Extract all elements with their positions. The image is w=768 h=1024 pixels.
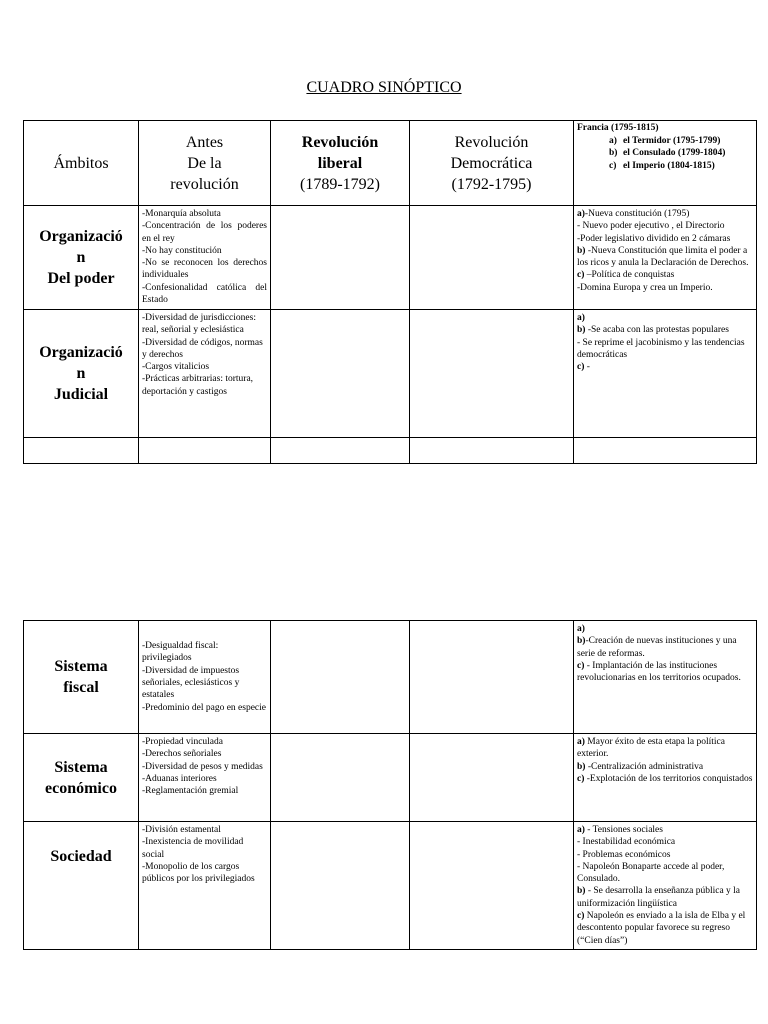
antes-cell: -Propiedad vinculada -Derechos señoriales -Diversidad de pesos y medidas -Aduanas interiores -Reglamentación gremial (139, 734, 271, 822)
row-empty (24, 438, 757, 464)
ambito-cell: Sociedad (24, 822, 139, 950)
header-row (24, 121, 757, 206)
antes-cell: -Diversidad de jurisdicciones: real, señorial y eclesiástica -Diversidad de códigos, normas y derechos -Cargos vitalicios -Prácticas arbitrarias: tortura, deportación y castigos (139, 310, 271, 438)
row-sistema-economico (24, 734, 757, 822)
header-revolucion-liberal: Revolución liberal (1789-1792) (271, 121, 410, 206)
row-organizacion-poder (24, 206, 757, 310)
democratica-cell (410, 621, 574, 734)
francia-cell: a) b)-Creación de nuevas instituciones y una serie de reformas. c) - Implantación de las instituciones revolucionarias en los territorios ocupados. (574, 621, 757, 734)
liberal-cell (271, 822, 410, 950)
header-ambitos: Ámbitos (24, 121, 139, 206)
francia-item: c) el Imperio (1804-1815) (609, 160, 715, 171)
ambito-cell: Sistema fiscal (24, 621, 139, 734)
liberal-cell (271, 621, 410, 734)
header-revolucion-democratica: Revolución Democrática (1792-1795) (410, 121, 574, 206)
ambito-cell: Organizació n Del poder (24, 206, 139, 310)
liberal-cell (271, 734, 410, 822)
francia-cell: a) Mayor éxito de esta etapa la política exterior. b) -Centralización administrativa c) -Explotación de los territorios conquistados (574, 734, 757, 822)
antes-cell: -Monarquía absoluta -Concentración de los poderes en el rey -No hay constitución -No se reconocen los derechos individuales -Confesionalidad católica del Estado (139, 206, 271, 310)
francia-cell: a) b) -Se acaba con las protestas populares - Se reprime el jacobinismo y las tendencias democráticas c) - (574, 310, 757, 438)
liberal-cell (271, 310, 410, 438)
row-organizacion-judicial (24, 310, 757, 438)
francia-cell: a)-Nueva constitución (1795) - Nuevo poder ejecutivo , el Directorio -Poder legislativo dividido en 2 cámaras b) -Nueva Constitución que limita el poder a los ricos y anula la Declaración de Derechos. c) –Política de conquistas -Domina Europa y crea un Imperio. (574, 206, 757, 310)
francia-cell: a) - Tensiones sociales - Inestabilidad económica - Problemas económicos - Napoleón Bonaparte accede al poder, Consulado. b) - Se desarrolla la enseñanza pública y la uniformización lingüística c) Napoleón es enviado a la isla de Elba y el descontento popular favorece su regreso (“Cien días”) (574, 822, 757, 950)
synoptic-table-top (23, 120, 757, 464)
page-title: CUADRO SINÓPTICO (306, 79, 462, 96)
democratica-cell (410, 734, 574, 822)
ambito-cell: Sistema económico (24, 734, 139, 822)
democratica-cell (410, 206, 574, 310)
synoptic-table-bottom (23, 620, 757, 950)
row-sistema-fiscal (24, 621, 757, 734)
liberal-cell (271, 206, 410, 310)
ambito-cell: Organizació n Judicial (24, 310, 139, 438)
antes-cell: -División estamental -Inexistencia de movilidad social -Monopolio de los cargos públicos por los privilegiados (139, 822, 271, 950)
francia-item: b) el Consulado (1799-1804) (609, 148, 726, 158)
header-francia: Francia (1795-1815) a) el Termidor (1795-1799) b) el Consulado (1799-1804) c) el Imperio (1804-1815) (574, 121, 757, 206)
antes-cell: -Desigualdad fiscal: privilegiados -Diversidad de impuestos señoriales, eclesiásticos y estatales -Predominio del pago en especie (139, 621, 271, 734)
row-sociedad (24, 822, 757, 950)
democratica-cell (410, 310, 574, 438)
header-antes: Antes De la revolución (139, 121, 271, 206)
francia-item: a) el Termidor (1795-1799) (609, 135, 721, 146)
democratica-cell (410, 822, 574, 950)
